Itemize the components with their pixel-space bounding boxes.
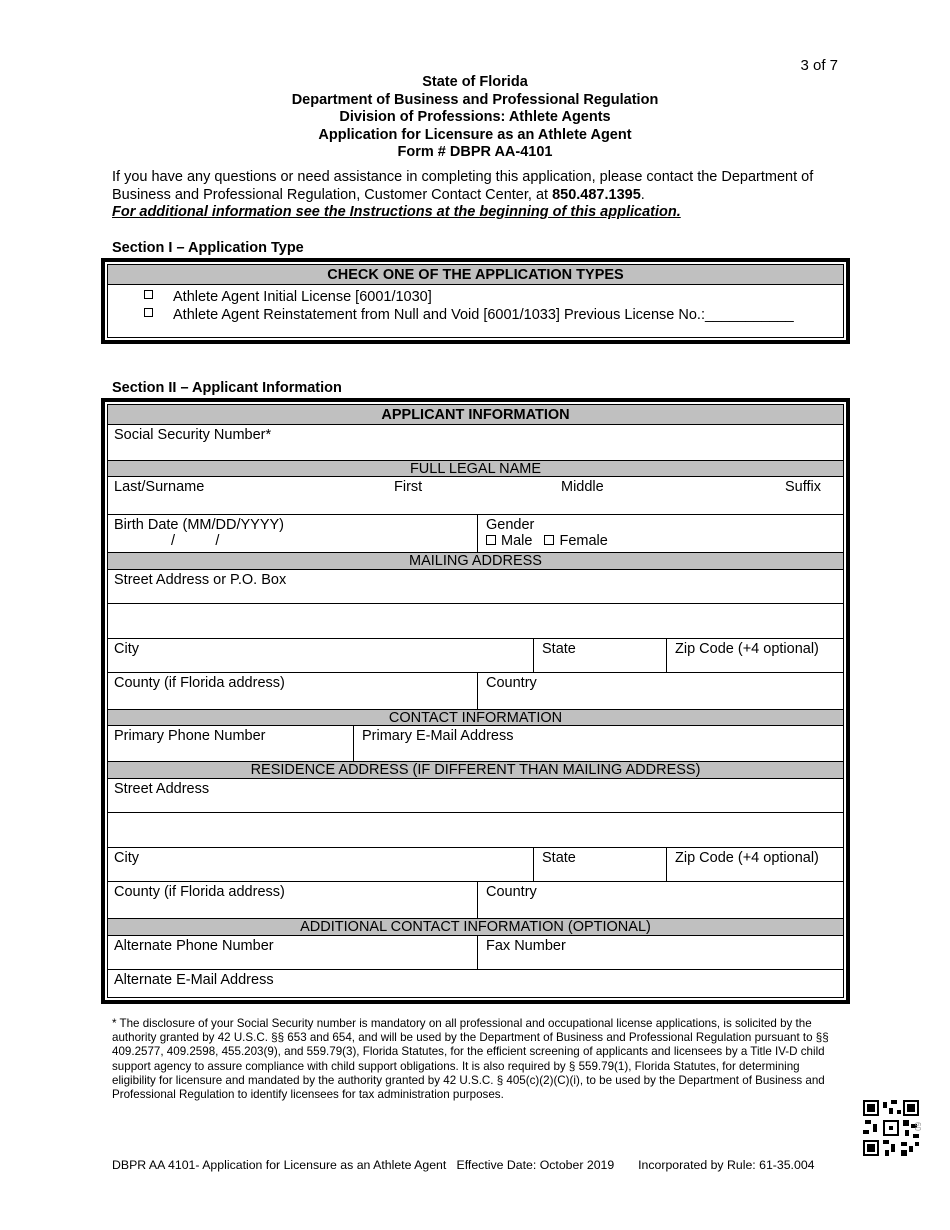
mailing-address-header: MAILING ADDRESS (108, 553, 843, 570)
page-footer: DBPR AA 4101- Application for Licensure as an Athlete Agent Effective Date: October 2019 Incorporated by Rule: 61-35.004 (112, 1158, 815, 1172)
qr-code-number: 60 (913, 1122, 922, 1131)
checkbox-icon[interactable] (544, 535, 554, 545)
full-legal-name-header: FULL LEGAL NAME (108, 461, 843, 477)
residence-state-field[interactable] (533, 848, 666, 881)
ssn-disclosure-footnote: * The disclosure of your Social Security number is mandatory on all professional and occupational license applications, is solicited by the authority granted by 42 U.S.C. §§ 653 and 654, and will be used by the Department of Business and Professional Regulation pursuant to §§ 409.2577, 409.2598, 455.203(9), and 559.79(3), Florida Statutes, for the efficient screening of applicants and licensees by a Title IV-D child support agency to assure compliance with child support obligations. It is also required by § 559.79(1), Florida Statutes, for determining eligibility for licensure and mandated by the authority granted by 42 U.S.C. § 405(c)(2)(C)(i), to be used by the Department of Business and Professional Regulation to identify licensees for tax administration purposes. (112, 1017, 829, 1102)
additional-info-note: For additional information see the Instructions at the beginning of this application. (112, 204, 681, 220)
form-header (0, 74, 950, 162)
alternate-email-field[interactable] (108, 970, 843, 1000)
intro-paragraph (112, 169, 842, 222)
county-label: County (if Florida address) (114, 675, 285, 691)
fax-label: Fax Number (486, 938, 566, 954)
last-name-label: Last/Surname (114, 479, 205, 495)
section1-title: Section I – Application Type (112, 240, 304, 256)
zip-label: Zip Code (+4 optional) (675, 641, 819, 657)
alternate-phone-field[interactable] (108, 936, 477, 969)
application-type-box (101, 258, 850, 344)
ssn-label: Social Security Number* (114, 427, 272, 443)
application-type-header: CHECK ONE OF THE APPLICATION TYPES (108, 265, 843, 285)
birth-date-slashes: / / (171, 533, 220, 549)
mailing-street-field[interactable] (108, 570, 843, 604)
residence-city-row (108, 848, 843, 882)
option-initial-license[interactable] (144, 289, 432, 305)
birth-date-field[interactable] (108, 515, 477, 552)
applicant-info-box (101, 398, 850, 1004)
country-label: Country (486, 884, 537, 900)
header-application: Application for Licensure as an Athlete Agent (318, 126, 632, 143)
street-po-label: Street Address or P.O. Box (114, 572, 287, 588)
residence-country-field[interactable] (477, 882, 843, 918)
city-label: City (114, 641, 139, 657)
mailing-state-field[interactable] (533, 639, 666, 672)
residence-street-field[interactable] (108, 779, 843, 813)
applicant-info-header: APPLICANT INFORMATION (108, 405, 843, 425)
street-address-label: Street Address (114, 781, 210, 797)
alternate-phone-label: Alternate Phone Number (114, 938, 274, 954)
checkbox-icon[interactable] (144, 290, 153, 299)
checkbox-icon[interactable] (144, 308, 153, 317)
residence-street-line2[interactable] (108, 813, 843, 848)
intro-text: If you have any questions or need assistance in completing this application, please contact the Department of Business and Professional Regulation, Customer Contact Center, at (112, 169, 814, 203)
birth-date-label: Birth Date (MM/DD/YYYY) (114, 517, 284, 533)
section2-title: Section II – Applicant Information (112, 380, 342, 396)
contact-row (108, 726, 843, 762)
mailing-county-field[interactable] (108, 673, 477, 709)
mailing-city-field[interactable] (108, 639, 533, 672)
primary-phone-label: Primary Phone Number (114, 728, 266, 744)
mailing-street-line2[interactable] (108, 604, 843, 639)
residence-address-header: RESIDENCE ADDRESS (IF DIFFERENT THAN MAILING ADDRESS) (108, 762, 843, 779)
male-label: Male (501, 533, 533, 549)
residence-county-row (108, 882, 843, 919)
intro-period: . (640, 186, 645, 203)
gender-field (477, 515, 843, 552)
name-row[interactable] (108, 477, 843, 515)
primary-email-field[interactable] (353, 726, 843, 761)
mailing-city-row (108, 639, 843, 673)
gender-label: Gender (486, 517, 535, 533)
checkbox-icon[interactable] (486, 535, 496, 545)
gender-male-option[interactable] (486, 533, 532, 549)
residence-county-field[interactable] (108, 882, 477, 918)
country-label: Country (486, 675, 537, 691)
contact-info-header: CONTACT INFORMATION (108, 710, 843, 726)
primary-phone-field[interactable] (108, 726, 353, 761)
ssn-field[interactable] (108, 425, 843, 461)
header-state: State of Florida (422, 74, 528, 90)
additional-contact-header: ADDITIONAL CONTACT INFORMATION (OPTIONAL) (108, 919, 843, 936)
header-department: Department of Business and Professional Regulation (291, 91, 659, 108)
mailing-country-field[interactable] (477, 673, 843, 709)
alternate-email-label: Alternate E-Mail Address (114, 972, 274, 988)
header-division: Division of Professions: Athlete Agents (339, 109, 611, 126)
residence-zip-field[interactable] (666, 848, 843, 881)
primary-email-label: Primary E-Mail Address (362, 728, 514, 744)
city-label: City (114, 850, 139, 866)
zip-label: Zip Code (+4 optional) (675, 850, 819, 866)
birth-gender-row (108, 515, 843, 553)
county-label: County (if Florida address) (114, 884, 285, 900)
qr-code-icon (863, 1100, 919, 1156)
first-name-label: First (394, 479, 423, 495)
mailing-county-row (108, 673, 843, 710)
option-initial-label: Athlete Agent Initial License [6001/1030] (173, 289, 432, 305)
mailing-zip-field[interactable] (666, 639, 843, 672)
page-number: 3 of 7 (800, 57, 838, 74)
option-reinstatement[interactable] (144, 307, 794, 323)
state-label: State (542, 850, 576, 866)
female-label: Female (559, 533, 608, 549)
option-reinstatement-label: Athlete Agent Reinstatement from Null and Void [6001/1033] Previous License No.:___________ (173, 307, 794, 323)
middle-name-label: Middle (561, 479, 604, 495)
residence-city-field[interactable] (108, 848, 533, 881)
suffix-label: Suffix (784, 479, 821, 495)
gender-female-option[interactable] (544, 533, 607, 549)
contact-phone: 850.487.1395 (552, 186, 641, 203)
header-form-number: Form # DBPR AA-4101 (397, 144, 553, 161)
state-label: State (542, 641, 576, 657)
fax-field[interactable] (477, 936, 843, 969)
additional-contact-row (108, 936, 843, 970)
